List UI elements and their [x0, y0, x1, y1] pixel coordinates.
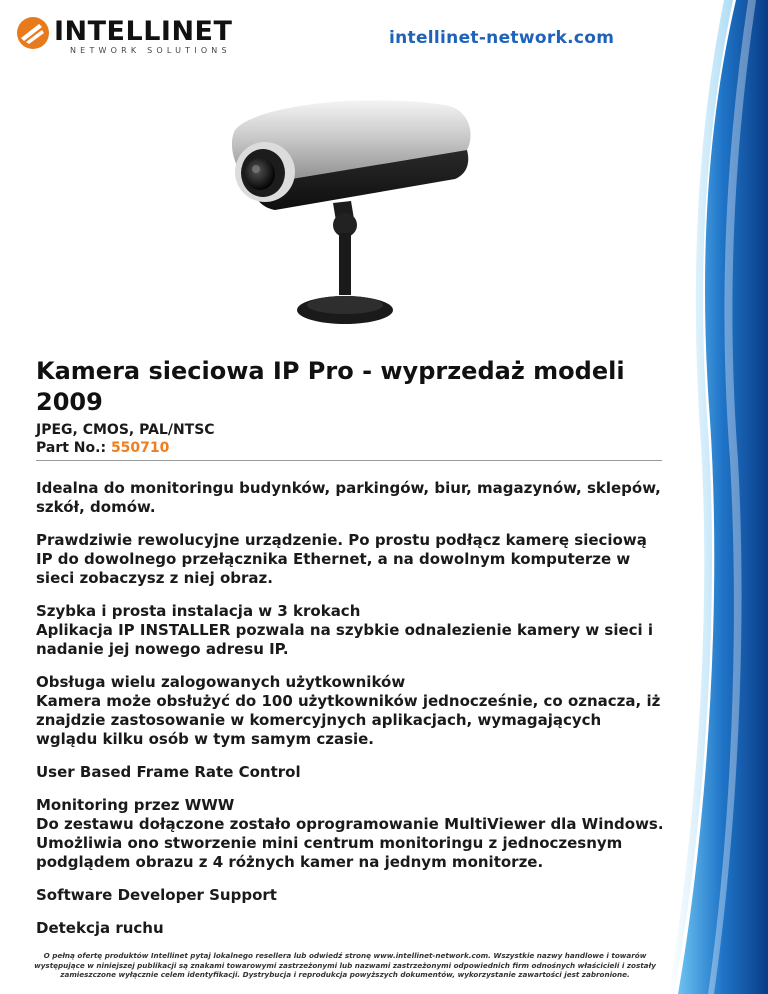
- paragraph-text: Idealna do monitoringu budynków, parkingów, biur, magazynów, sklepów, szkół, domów.: [36, 479, 661, 516]
- footer-disclaimer: O pełną ofertę produktów Intellinet pytaj lokalnego resellera lub odwiedź stronę www.intellinet-network.com. Wszystkie nazwy handlowe i towarów występujące w niniejszej publikacji są znakami towarowymi zastrzeżonymi lub nazwami zastrzeżonymi odpowiednich firm odnośnych właścicieli i zostały zamieszczone wyłącznie celem identyfikacji. Dystrybucja i reprodukcja powyższych dokumentów, wykorzystanie zawartości jest zabronione.: [34, 951, 656, 979]
- feature-paragraph: [36, 763, 666, 782]
- feature-paragraph: [36, 886, 666, 905]
- feature-text: Do zestawu dołączone zostało oprogramowanie MultiViewer dla Windows. Umożliwia ono stworzenie mini centrum monitoringu z jednoczesnym podglądem obrazu z 4 różnych kamer na jednym monitorze.: [36, 815, 664, 871]
- feature-heading: Monitoring przez WWW: [36, 796, 235, 814]
- feature-paragraph: [36, 919, 666, 938]
- product-title: Kamera sieciowa IP Pro - wyprzedaż modeli 2009: [36, 357, 625, 416]
- logo-tagline: NETWORK SOLUTIONS: [70, 46, 231, 55]
- ip-camera-image: [215, 75, 485, 335]
- product-subtitle: JPEG, CMOS, PAL/NTSC: [36, 422, 215, 438]
- feature-paragraph: [36, 796, 666, 872]
- paragraph: [36, 531, 666, 588]
- paragraph: [36, 479, 666, 517]
- feature-heading: Detekcja ruchu: [36, 919, 164, 937]
- feature-heading: User Based Frame Rate Control: [36, 763, 301, 781]
- feature-text: Kamera może obsłużyć do 100 użytkowników jednocześnie, co oznacza, iż znajdzie zastosowanie w komercyjnych aplikacjach, wymagających wglądu kilku osób w tym samym czasie.: [36, 692, 661, 748]
- feature-text: Aplikacja IP INSTALLER pozwala na szybkie odnalezienie kamery w sieci i nadanie jej nowego adresu IP.: [36, 621, 654, 658]
- intellinet-logo: [16, 14, 236, 56]
- logo-wordmark: INTELLINET: [54, 16, 233, 47]
- feature-paragraph: [36, 602, 666, 659]
- feature-paragraph: [36, 673, 666, 749]
- paragraph-text: Prawdziwie rewolucyjne urządzenie. Po prostu podłącz kamerę sieciową IP do dowolnego przełącznika Ethernet, a na dowolnym komputerze w sieci zobaczysz z niej obraz.: [36, 531, 647, 587]
- feature-heading: Szybka i prosta instalacja w 3 krokach: [36, 602, 361, 620]
- feature-heading: Obsługa wielu zalogowanych użytkowników: [36, 673, 406, 691]
- intellinet-circle-logo-icon: [16, 16, 50, 50]
- part-number: 550710: [110, 440, 170, 456]
- part-number-label: Part No.:: [36, 440, 111, 456]
- product-description: [36, 356, 666, 938]
- website-url[interactable]: intellinet-network.com: [389, 28, 615, 48]
- part-number-line: [36, 439, 662, 461]
- feature-heading: Software Developer Support: [36, 886, 277, 904]
